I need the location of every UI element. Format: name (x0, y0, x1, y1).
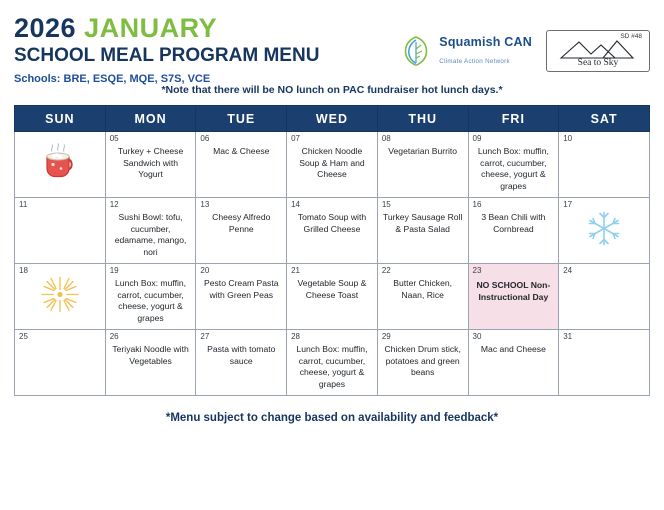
sd48-number: SD #48 (620, 33, 642, 40)
day-number: 22 (381, 266, 391, 275)
day-number: 05 (109, 134, 119, 143)
day-number: 30 (472, 332, 482, 341)
day-menu-text (559, 198, 649, 216)
calendar-day-cell (287, 198, 378, 264)
weekday-header-thu: THU (377, 106, 468, 132)
calendar-day-cell (559, 132, 650, 198)
day-number: 27 (200, 332, 210, 341)
day-menu-text (15, 264, 105, 282)
weekday-header-mon: MON (105, 106, 196, 132)
day-menu-text: Lunch Box: muffin, carrot, cucumber, cheese, yogurt & grapes (115, 278, 187, 323)
day-menu-text: Cheesy Alfredo Penne (212, 212, 271, 234)
calendar-day-cell (377, 330, 468, 396)
calendar-day-cell (377, 264, 468, 330)
day-menu-text: Vegetable Soup & Cheese Toast (297, 278, 367, 300)
weekday-header-wed: WED (287, 106, 378, 132)
day-menu-text: Mac & Cheese (213, 146, 270, 156)
day-menu-text: Turkey + Cheese Sandwich with Yogurt (117, 146, 184, 180)
day-menu-text: Vegetarian Burrito (388, 146, 458, 156)
squamish-can-text (439, 34, 532, 68)
day-number: 18 (19, 266, 28, 275)
day-menu-text (559, 132, 649, 150)
calendar-day-cell (196, 198, 287, 264)
squamish-can-logo (399, 34, 532, 68)
day-menu-text (15, 330, 105, 348)
calendar-day-cell (105, 264, 196, 330)
page-title (14, 14, 319, 42)
sd48-name: Sea to Sky (577, 58, 619, 68)
day-number: 11 (19, 200, 28, 209)
day-number: 25 (19, 332, 28, 341)
day-menu-text: Lunch Box: muffin, carrot, cucumber, cheese, yogurt & grapes (296, 344, 368, 389)
calendar-day-cell-no-school (468, 264, 559, 330)
calendar-day-cell (15, 330, 106, 396)
day-menu-text: Pesto Cream Pasta with Green Peas (204, 278, 279, 300)
note-bottom: *Menu subject to change based on availability and feedback* (165, 412, 499, 424)
weekday-header-tue: TUE (196, 106, 287, 132)
calendar-day-cell (559, 198, 650, 264)
calendar-day-cell (468, 132, 559, 198)
calendar-day-cell (15, 264, 106, 330)
day-number: 17 (563, 200, 573, 209)
day-menu-text: Butter Chicken, Naan, Rice (393, 278, 453, 300)
schools-line: Schools: BRE, ESQE, MQE, S7S, VCE (14, 73, 211, 86)
weekday-header-sun: SUN (15, 106, 106, 132)
day-number: 28 (291, 332, 301, 341)
day-menu-text: Turkey Sausage Roll & Pasta Salad (382, 212, 463, 234)
day-menu-text (15, 132, 105, 150)
squamish-can-tagline: Climate Action Network (439, 58, 510, 65)
day-number: 31 (563, 332, 573, 341)
day-number: 16 (472, 200, 482, 209)
sd48-logo (546, 30, 650, 72)
calendar-week-row (15, 198, 650, 264)
calendar-week-row (15, 264, 650, 330)
day-number: 20 (200, 266, 210, 275)
day-menu-text: Sushi Bowl: tofu, cucumber, edamame, mango, nori (114, 212, 187, 257)
day-menu-text: Tomato Soup with Grilled Cheese (297, 212, 367, 234)
calendar-day-cell (196, 264, 287, 330)
weekday-header-row (15, 106, 650, 132)
day-menu-text: 3 Bean Chili with Cornbread (481, 212, 546, 234)
day-number: 07 (291, 134, 301, 143)
day-menu-text: Mac and Cheese (480, 344, 546, 354)
calendar-day-cell (196, 132, 287, 198)
calendar-day-cell (196, 330, 287, 396)
weekday-header-sat: SAT (559, 106, 650, 132)
title-year: 2026 (14, 13, 77, 43)
day-number: 06 (200, 134, 210, 143)
day-menu-text: Chicken Drum stick, potatoes and green beans (384, 344, 461, 378)
note-top: *Note that there will be NO lunch on PAC fundraiser hot lunch days.* (161, 84, 503, 96)
day-menu-text: Lunch Box: muffin, carrot, cucumber, cheese, yogurt & grapes (477, 146, 549, 191)
day-number: 19 (109, 266, 119, 275)
day-number: 10 (563, 134, 573, 143)
day-number: 29 (381, 332, 391, 341)
day-number: 15 (381, 200, 391, 209)
day-number: 24 (563, 266, 573, 275)
calendar-day-cell (15, 198, 106, 264)
day-number: 09 (472, 134, 482, 143)
calendar-day-cell (559, 330, 650, 396)
calendar-day-cell (287, 264, 378, 330)
calendar-day-cell (468, 198, 559, 264)
day-menu-text (559, 330, 649, 348)
logo-group (399, 14, 650, 72)
calendar-day-cell (559, 264, 650, 330)
calendar-day-cell (105, 132, 196, 198)
day-menu-text: Pasta with tomato sauce (207, 344, 276, 366)
page-header (0, 0, 664, 86)
day-number: 26 (109, 332, 119, 341)
day-number: 23 (472, 266, 482, 275)
day-number: 14 (291, 200, 301, 209)
day-number: 13 (200, 200, 210, 209)
title-block (14, 14, 319, 85)
calendar-day-cell (15, 132, 106, 198)
day-menu-text: Teriyaki Noodle with Vegetables (112, 344, 189, 366)
day-number: 12 (109, 200, 119, 209)
calendar-week-row (15, 330, 650, 396)
leaf-icon (399, 34, 433, 68)
day-menu-text: Chicken Noodle Soup & Ham and Cheese (299, 146, 365, 180)
day-number: 08 (381, 134, 391, 143)
weekday-header-fri: FRI (468, 106, 559, 132)
calendar-day-cell (287, 132, 378, 198)
title-month: JANUARY (84, 13, 218, 43)
day-menu-text (15, 198, 105, 216)
calendar-day-cell (377, 198, 468, 264)
calendar-week-row (15, 132, 650, 198)
day-menu-text (559, 264, 649, 282)
menu-calendar (14, 105, 650, 396)
day-menu-text: NO SCHOOL Non-Instructional Day (476, 280, 551, 302)
calendar-day-cell (105, 198, 196, 264)
calendar-day-cell (377, 132, 468, 198)
day-number: 21 (291, 266, 301, 275)
calendar-day-cell (105, 330, 196, 396)
squamish-can-name: Squamish CAN (439, 35, 532, 50)
calendar-day-cell (468, 330, 559, 396)
page-subtitle: SCHOOL MEAL PROGRAM MENU (14, 45, 320, 67)
calendar-day-cell (287, 330, 378, 396)
